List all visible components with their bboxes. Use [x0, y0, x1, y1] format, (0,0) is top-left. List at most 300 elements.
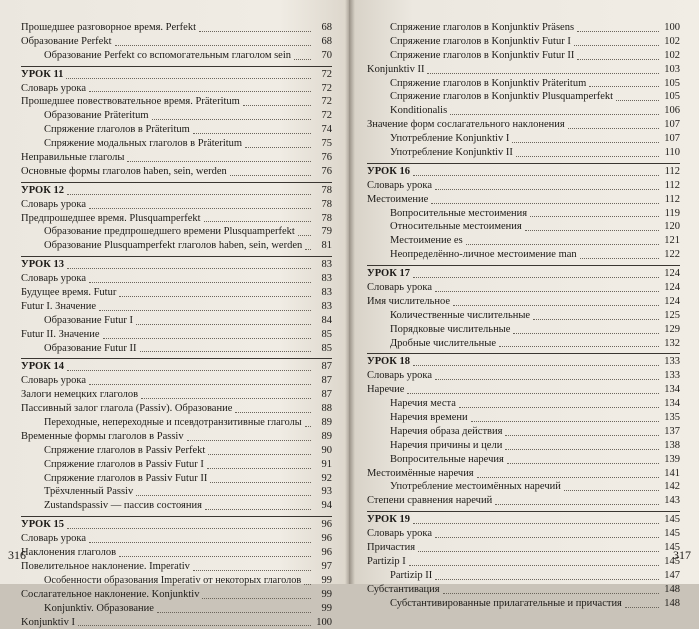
dot-leader — [193, 133, 311, 134]
dot-leader — [568, 128, 659, 129]
dot-leader — [625, 607, 659, 608]
toc-entry — [21, 212, 332, 226]
dot-leader — [564, 490, 659, 491]
toc-entry — [367, 21, 680, 35]
toc-entry-title: Спряжение глаголов в Konjunktiv Plusquamperfekt — [367, 90, 613, 104]
dot-leader — [435, 579, 659, 580]
toc-lesson-heading — [21, 516, 332, 532]
toc-entry — [21, 49, 332, 63]
toc-lesson-heading — [21, 182, 332, 198]
toc-entry-page: 107 — [662, 118, 680, 132]
dot-leader — [119, 296, 311, 297]
dot-leader — [577, 59, 659, 60]
toc-entry-page: 133 — [662, 355, 680, 369]
toc-right — [367, 21, 680, 611]
dot-leader — [507, 463, 659, 464]
toc-entry-page: 83 — [314, 258, 332, 272]
toc-entry — [21, 374, 332, 388]
toc-entry-page: 78 — [314, 184, 332, 198]
toc-entry-page: 120 — [662, 220, 680, 234]
toc-entry-title: УРОК 15 — [21, 518, 64, 532]
toc-entry-page: 92 — [314, 472, 332, 486]
toc-entry-title: Вопросительные наречия — [367, 453, 504, 467]
dot-leader — [413, 365, 659, 366]
toc-entry-title: Словарь урока — [367, 527, 432, 541]
toc-entry-page: 100 — [314, 616, 332, 629]
toc-entry-page: 105 — [662, 90, 680, 104]
dot-leader — [616, 100, 659, 101]
dot-leader — [115, 45, 312, 46]
toc-entry-title: УРОК 11 — [21, 68, 63, 82]
toc-entry — [21, 198, 332, 212]
toc-entry — [21, 137, 332, 151]
toc-lesson-heading — [21, 358, 332, 374]
toc-entry-page: 97 — [314, 560, 332, 574]
toc-entry-title: Спряжение глаголов в Präteritum — [21, 123, 190, 137]
toc-entry-title: Partizip II — [367, 569, 432, 583]
toc-entry — [21, 82, 332, 96]
toc-entry — [21, 402, 332, 416]
toc-entry — [21, 21, 332, 35]
toc-entry — [367, 569, 680, 583]
toc-entry-title: Образование Futur I — [21, 314, 133, 328]
toc-entry-title: Относительные местоимения — [367, 220, 522, 234]
toc-entry — [21, 272, 332, 286]
dot-leader — [67, 268, 311, 269]
dot-leader — [205, 509, 311, 510]
toc-entry-title: Спряжение глаголов в Konjunktiv Präteritum — [367, 77, 586, 91]
toc-lesson-heading — [367, 353, 680, 369]
toc-entry-title: Наклонения глаголов — [21, 546, 116, 560]
dot-leader — [230, 175, 311, 176]
toc-entry-title: Количественные числительные — [367, 309, 530, 323]
dot-leader — [78, 625, 311, 626]
toc-entry — [367, 411, 680, 425]
toc-entry-page: 122 — [662, 248, 680, 262]
dot-leader — [413, 523, 659, 524]
dot-leader — [89, 91, 311, 92]
dot-leader — [89, 384, 311, 385]
toc-entry-page: 76 — [314, 165, 332, 179]
toc-entry-title: Имя числительное — [367, 295, 450, 309]
toc-entry-page: 81 — [314, 239, 332, 253]
toc-entry-title: Наречия образа действия — [367, 425, 502, 439]
toc-entry-page: 70 — [314, 49, 332, 63]
toc-entry-title: Субстантивированные прилагательные и причастия — [367, 597, 622, 611]
dot-leader — [477, 477, 659, 478]
toc-entry-title: Konjunktiv II — [367, 63, 424, 77]
toc-entry — [367, 309, 680, 323]
toc-entry-page: 78 — [314, 212, 332, 226]
dot-leader — [418, 551, 659, 552]
toc-entry-page: 72 — [314, 68, 332, 82]
dot-leader — [140, 351, 311, 352]
toc-entry-page: 103 — [662, 63, 680, 77]
dot-leader — [136, 324, 311, 325]
toc-entry-page: 134 — [662, 383, 680, 397]
dot-leader — [187, 440, 311, 441]
dot-leader — [466, 244, 659, 245]
dot-leader — [67, 194, 311, 195]
toc-entry-title: Словарь урока — [367, 281, 432, 295]
toc-entry — [21, 602, 332, 616]
toc-entry-title: Спряжение глаголов в Konjunktiv Futur I — [367, 35, 571, 49]
toc-entry-title: Спряжение глаголов в Passiv Futur II — [21, 472, 207, 486]
toc-entry — [21, 546, 332, 560]
toc-entry-page: 119 — [662, 207, 680, 221]
toc-entry — [21, 388, 332, 402]
toc-entry-title: Наречия времени — [367, 411, 468, 425]
toc-entry-page: 99 — [314, 574, 332, 588]
toc-entry — [367, 49, 680, 63]
toc-entry-title: Повелительное наклонение. Imperativ — [21, 560, 190, 574]
toc-entry-page: 107 — [662, 132, 680, 146]
toc-entry-page: 85 — [314, 342, 332, 356]
toc-entry-title: УРОК 14 — [21, 360, 64, 374]
toc-entry — [367, 541, 680, 555]
toc-entry-page: 87 — [314, 374, 332, 388]
dot-leader — [99, 310, 311, 311]
toc-entry-page: 124 — [662, 281, 680, 295]
toc-entry-title: Порядковые числительные — [367, 323, 510, 337]
dot-leader — [298, 235, 311, 236]
toc-entry — [367, 193, 680, 207]
toc-entry-page: 132 — [662, 337, 680, 351]
toc-entry-title: Местоимённые наречия — [367, 467, 474, 481]
toc-entry-title: Степени сравнения наречий — [367, 494, 492, 508]
toc-entry-title: Наречия причины и цели — [367, 439, 502, 453]
dot-leader — [409, 565, 659, 566]
toc-entry — [21, 532, 332, 546]
dot-leader — [210, 482, 311, 483]
toc-lesson-heading — [367, 511, 680, 527]
toc-entry — [367, 77, 680, 91]
toc-entry-title: Неопределённо-личное местоимение man — [367, 248, 577, 262]
dot-leader — [235, 412, 311, 413]
dot-leader — [152, 119, 312, 120]
toc-entry-page: 105 — [662, 77, 680, 91]
toc-entry — [367, 295, 680, 309]
dot-leader — [580, 258, 659, 259]
toc-entry-title: Futur II. Значение — [21, 328, 100, 342]
toc-entry-page: 72 — [314, 95, 332, 109]
toc-entry-page: 93 — [314, 485, 332, 499]
toc-entry-title: УРОК 17 — [367, 267, 410, 281]
toc-entry-page: 87 — [314, 388, 332, 402]
toc-entry — [367, 527, 680, 541]
toc-entry — [21, 151, 332, 165]
toc-entry-page: 134 — [662, 397, 680, 411]
dot-leader — [204, 221, 311, 222]
dot-leader — [89, 282, 311, 283]
dot-leader — [119, 556, 311, 557]
dot-leader — [193, 570, 311, 571]
toc-entry — [367, 369, 680, 383]
toc-entry-title: Спряжение глаголов в Passiv Perfekt — [21, 444, 205, 458]
toc-entry-title: Наречие — [367, 383, 404, 397]
dot-leader — [533, 319, 659, 320]
dot-leader — [471, 421, 659, 422]
toc-entry-title: Образование Präteritum — [21, 109, 149, 123]
dot-leader — [431, 203, 659, 204]
toc-entry-title: Прошедшее повествовательное время. Präteritum — [21, 95, 240, 109]
toc-entry — [367, 248, 680, 262]
toc-entry-title: Дробные числительные — [367, 337, 496, 351]
toc-entry — [21, 109, 332, 123]
toc-entry — [367, 467, 680, 481]
toc-entry — [21, 486, 332, 500]
toc-entry-page: 76 — [314, 151, 332, 165]
dot-leader — [427, 73, 659, 74]
dot-leader — [574, 45, 659, 46]
toc-entry-title: Субстантивация — [367, 583, 440, 597]
toc-entry — [21, 444, 332, 458]
toc-entry-page: 68 — [314, 35, 332, 49]
toc-entry-title: Будущее время. Futur — [21, 286, 116, 300]
toc-entry-title: Употребление местоимённых наречий — [367, 480, 561, 494]
toc-entry — [367, 104, 680, 118]
toc-entry — [367, 90, 680, 104]
toc-entry-page: 112 — [662, 193, 680, 207]
toc-entry — [21, 458, 332, 472]
toc-entry — [367, 425, 680, 439]
toc-entry-page: 141 — [662, 467, 680, 481]
dot-leader — [530, 216, 659, 217]
dot-leader — [67, 528, 311, 529]
toc-entry-title: Partizip I — [367, 555, 406, 569]
toc-entry-title: УРОК 16 — [367, 165, 410, 179]
toc-entry-title: Спряжение модальных глаголов в Präteritum — [21, 137, 242, 151]
toc-entry-title: Переходные, непереходные и псевдотранзитивные глаголы — [21, 416, 302, 430]
dot-leader — [450, 114, 659, 115]
dot-leader — [304, 584, 311, 585]
toc-entry-title: Словарь урока — [21, 532, 86, 546]
dot-leader — [136, 495, 311, 496]
toc-entry-page: 145 — [662, 555, 680, 569]
toc-entry-title: Предпрошедшее время. Plusquamperfekt — [21, 212, 201, 226]
toc-entry-page: 78 — [314, 198, 332, 212]
toc-entry — [21, 165, 332, 179]
toc-entry-page: 87 — [314, 360, 332, 374]
toc-entry-title: Вопросительные местоимения — [367, 207, 527, 221]
toc-entry-page: 143 — [662, 494, 680, 508]
dot-leader — [66, 78, 311, 79]
dot-leader — [512, 142, 659, 143]
toc-entry-title: Неправильные глаголы — [21, 151, 124, 165]
toc-entry — [21, 95, 332, 109]
toc-entry-page: 74 — [314, 123, 332, 137]
toc-entry-page: 90 — [314, 444, 332, 458]
toc-entry — [21, 328, 332, 342]
dot-leader — [499, 346, 659, 347]
toc-entry-page: 129 — [662, 323, 680, 337]
toc-entry-page: 133 — [662, 369, 680, 383]
toc-entry — [21, 239, 332, 253]
toc-entry — [367, 555, 680, 569]
toc-entry-page: 88 — [314, 402, 332, 416]
toc-entry — [367, 481, 680, 495]
toc-entry-title: Образование Perfekt со вспомогательным глаголом sein — [21, 49, 291, 63]
toc-entry-title: Образование Plusquamperfekt глаголов haben, sein, werden — [21, 239, 302, 253]
toc-entry — [367, 118, 680, 132]
toc-entry — [21, 286, 332, 300]
dot-leader — [435, 291, 659, 292]
dot-leader — [199, 31, 311, 32]
toc-entry — [367, 597, 680, 611]
dot-leader — [243, 105, 311, 106]
toc-entry-title: Словарь урока — [367, 369, 432, 383]
dot-leader — [157, 612, 311, 613]
dot-leader — [413, 175, 659, 176]
page-number-right: 317 — [673, 548, 691, 563]
dot-leader — [435, 537, 659, 538]
toc-entry-title: Образование Perfekt — [21, 35, 112, 49]
dot-leader — [103, 338, 311, 339]
toc-entry-page: 102 — [662, 49, 680, 63]
toc-entry-title: Местоимение — [367, 193, 428, 207]
toc-entry-title: Наречия места — [367, 397, 456, 411]
dot-leader — [207, 468, 311, 469]
toc-entry-page: 100 — [662, 21, 680, 35]
toc-entry-title: Прошедшее разговорное время. Perfekt — [21, 21, 196, 35]
dot-leader — [202, 598, 311, 599]
dot-leader — [505, 435, 659, 436]
dot-leader — [305, 426, 311, 427]
toc-entry — [367, 207, 680, 221]
toc-entry-page: 75 — [314, 137, 332, 151]
toc-entry — [367, 179, 680, 193]
toc-entry-page: 121 — [662, 234, 680, 248]
toc-entry-title: Образование Futur II — [21, 342, 137, 356]
dot-leader — [305, 249, 311, 250]
toc-entry — [367, 383, 680, 397]
toc-entry — [21, 416, 332, 430]
toc-entry-title: УРОК 19 — [367, 513, 410, 527]
toc-entry — [21, 430, 332, 444]
toc-entry-title: Временные формы глаголов в Passiv — [21, 430, 184, 444]
dot-leader — [89, 542, 311, 543]
dot-leader — [513, 333, 659, 334]
dot-leader — [516, 156, 659, 157]
toc-entry-page: 137 — [662, 425, 680, 439]
toc-lesson-heading — [21, 66, 332, 82]
toc-entry — [21, 499, 332, 513]
toc-entry — [21, 123, 332, 137]
toc-entry-page: 145 — [662, 527, 680, 541]
dot-leader — [413, 277, 659, 278]
dot-leader — [505, 449, 659, 450]
toc-entry-title: Употребление Konjunktiv II — [367, 146, 513, 160]
toc-entry-title: Спряжение глаголов в Konjunktiv Futur II — [367, 49, 574, 63]
toc-entry-page: 96 — [314, 532, 332, 546]
toc-entry-title: Спряжение глаголов в Konjunktiv Präsens — [367, 21, 574, 35]
dot-leader — [407, 393, 659, 394]
toc-lesson-heading — [367, 163, 680, 179]
toc-entry-page: 91 — [314, 458, 332, 472]
toc-entry-title: Konjunktiv I — [21, 616, 75, 629]
toc-entry-page: 148 — [662, 583, 680, 597]
toc-entry-title: Употребление Konjunktiv I — [367, 132, 509, 146]
toc-entry — [367, 337, 680, 351]
toc-entry — [367, 146, 680, 160]
toc-entry-page: 124 — [662, 267, 680, 281]
toc-entry-title: Словарь урока — [21, 82, 86, 96]
toc-entry-title: Словарь урока — [367, 179, 432, 193]
toc-entry-title: Futur I. Значение — [21, 300, 96, 314]
toc-entry — [367, 63, 680, 77]
toc-lesson-heading — [367, 265, 680, 281]
dot-leader — [443, 593, 659, 594]
page-number-left: 316 — [8, 548, 26, 563]
toc-entry-page: 94 — [314, 499, 332, 513]
toc-entry — [367, 323, 680, 337]
toc-entry-title: Пассивный залог глагола (Passiv). Образование — [21, 402, 232, 416]
toc-entry — [21, 560, 332, 574]
dot-leader — [495, 504, 659, 505]
toc-entry-page: 145 — [662, 513, 680, 527]
toc-entry-page: 125 — [662, 309, 680, 323]
dot-leader — [67, 370, 311, 371]
toc-entry-page: 83 — [314, 286, 332, 300]
toc-entry-title: Образование предпрошедшего времени Plusquamperfekt — [21, 225, 295, 239]
toc-entry-page: 148 — [662, 597, 680, 611]
toc-entry-title: Местоимение es — [367, 234, 463, 248]
toc-entry-page: 135 — [662, 411, 680, 425]
toc-entry-page: 96 — [314, 518, 332, 532]
toc-entry — [367, 494, 680, 508]
toc-entry-title: УРОК 18 — [367, 355, 410, 369]
toc-entry-page: 83 — [314, 272, 332, 286]
toc-entry — [367, 453, 680, 467]
toc-entry — [367, 583, 680, 597]
dot-leader — [525, 230, 659, 231]
dot-leader — [577, 31, 659, 32]
toc-entry-title: УРОК 13 — [21, 258, 64, 272]
toc-entry-page: 110 — [662, 146, 680, 160]
toc-entry-page: 84 — [314, 314, 332, 328]
toc-entry-title: Словарь урока — [21, 272, 86, 286]
toc-entry — [367, 220, 680, 234]
toc-entry — [367, 397, 680, 411]
toc-entry — [21, 300, 332, 314]
dot-leader — [435, 379, 659, 380]
toc-entry-page: 83 — [314, 300, 332, 314]
right-page — [350, 0, 699, 584]
toc-entry-title: Konditionalis — [367, 104, 447, 118]
dot-leader — [208, 454, 311, 455]
toc-entry-page: 142 — [662, 480, 680, 494]
toc-entry-title: Значение форм сослагательного наклонения — [367, 118, 565, 132]
toc-entry — [21, 472, 332, 486]
toc-entry-title: Спряжение глаголов в Passiv Futur I — [21, 458, 204, 472]
toc-entry-page: 147 — [662, 569, 680, 583]
toc-entry-title: Особенности образования Imperativ от некоторых глаголов — [21, 574, 301, 588]
toc-entry — [367, 35, 680, 49]
toc-entry-title: Словарь урока — [21, 374, 86, 388]
toc-entry-page: 99 — [314, 602, 332, 616]
toc-entry-page: 139 — [662, 453, 680, 467]
dot-leader — [89, 208, 311, 209]
toc-entry-page: 145 — [662, 541, 680, 555]
toc-entry-page: 79 — [314, 225, 332, 239]
toc-entry-title: Причастия — [367, 541, 415, 555]
toc-entry — [21, 588, 332, 602]
toc-entry-title: Konjunktiv. Образование — [21, 602, 154, 616]
dot-leader — [459, 407, 659, 408]
toc-entry — [21, 35, 332, 49]
toc-lesson-heading — [21, 256, 332, 272]
toc-entry-page: 102 — [662, 35, 680, 49]
